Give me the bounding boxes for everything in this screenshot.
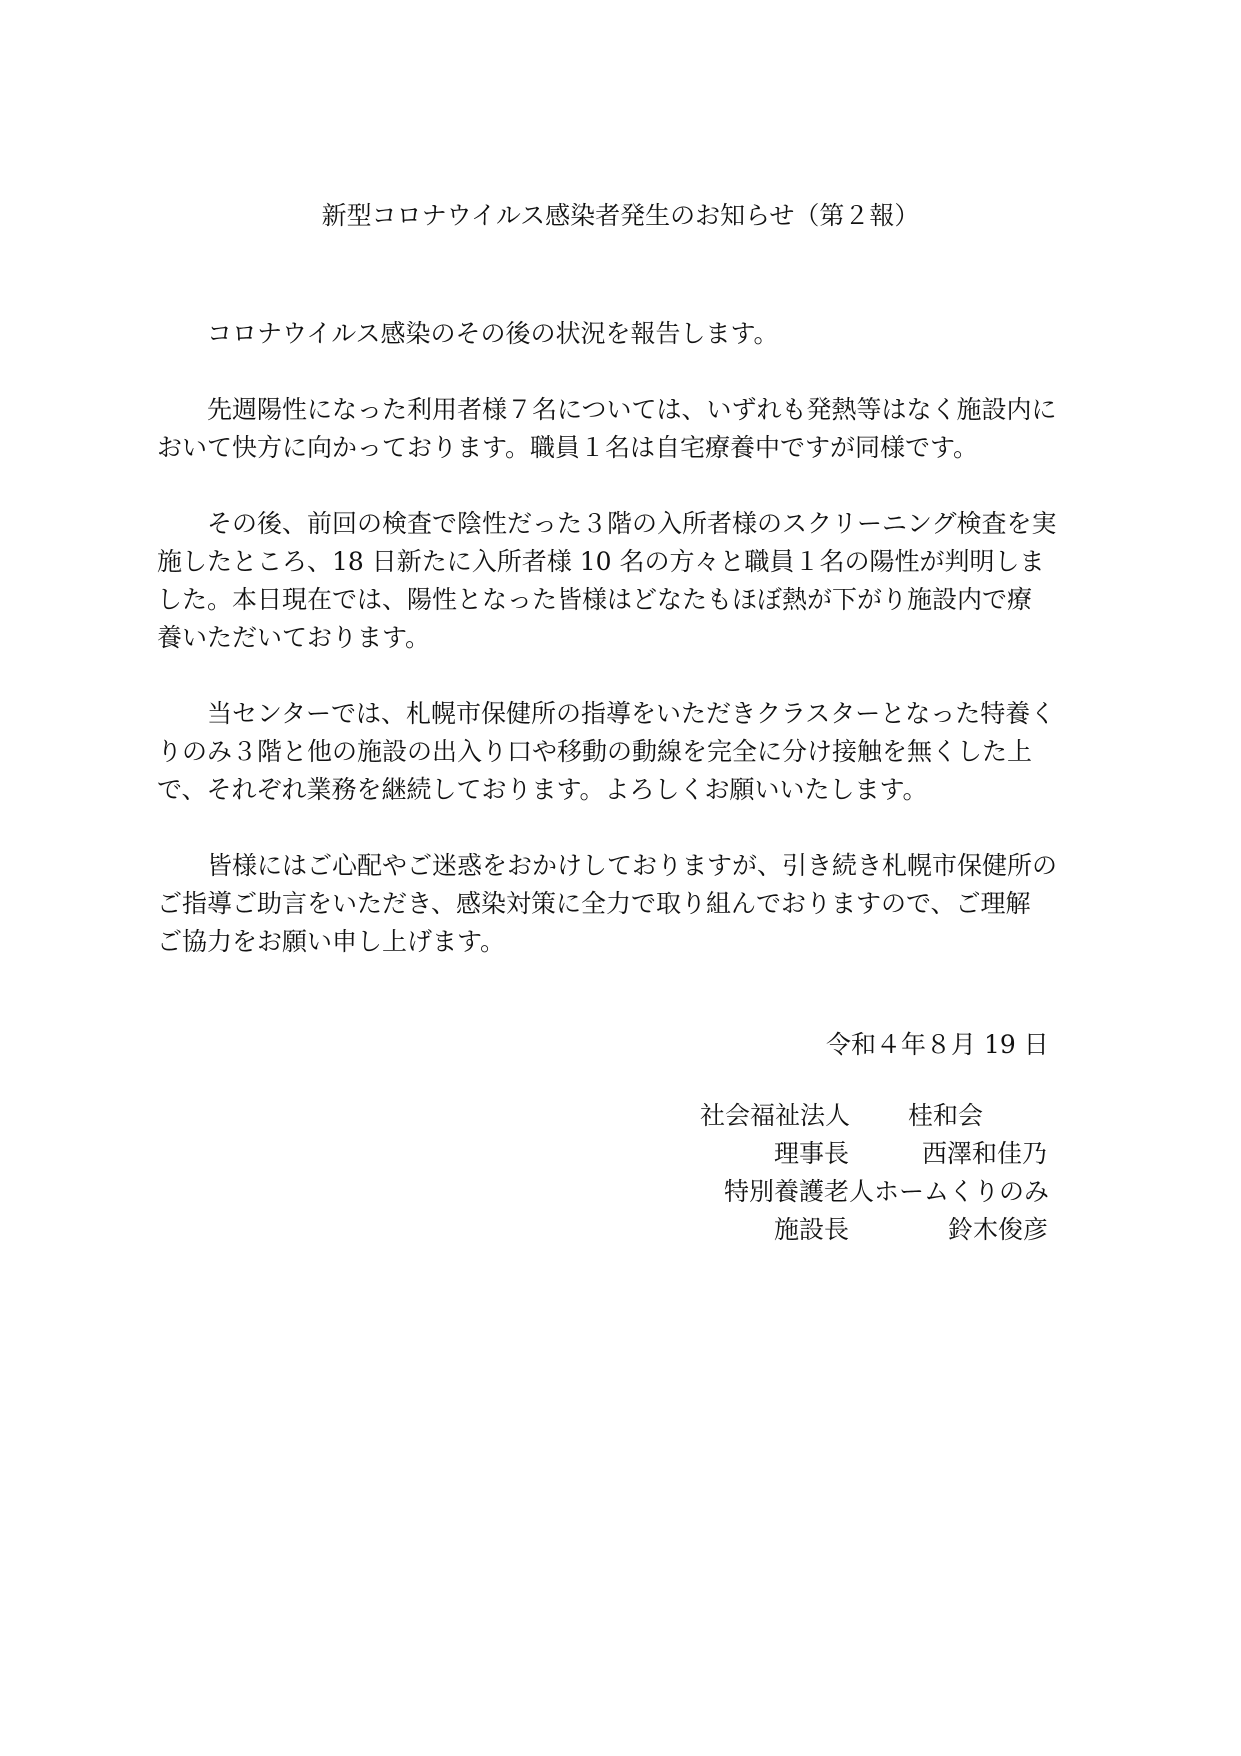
paragraph-line: りのみ３階と他の施設の出入り口や移動の動線を完全に分け接触を無くした上 xyxy=(157,737,1033,766)
paragraph-line: 当センターでは、札幌市保健所の指導をいただきクラスターとなった特養く xyxy=(207,699,1056,728)
paragraph-1 xyxy=(182,315,1059,353)
paragraph-5 xyxy=(157,847,1059,961)
paragraph-line: ご指導ご助言をいただき、感染対策に全力で取り組んでおりますので、ご理解 xyxy=(157,889,1031,918)
signature-name-chairman: 西澤和佳乃 xyxy=(922,1139,1048,1168)
paragraph-line: 皆様にはご心配やご迷惑をおかけしておりますが、引き続き札幌市保健所の xyxy=(207,851,1058,880)
paragraph-2 xyxy=(157,391,1059,467)
signature-role-chairman: 理事長 xyxy=(774,1139,850,1168)
signature-facility: 特別養護老人ホームくりのみ xyxy=(724,1177,1050,1206)
paragraph-line: ご協力をお願い申し上げます。 xyxy=(157,927,506,956)
signature-role-director: 施設長 xyxy=(774,1215,850,1244)
paragraph-line: 施したところ、18 日新たに入所者様 10 名の方々と職員１名の陽性が判明しま xyxy=(157,547,1045,576)
paragraph-line: 養いただいております。 xyxy=(157,623,431,652)
signature-organization-name: 桂和会 xyxy=(908,1101,984,1130)
signature-organization: 社会福祉法人 xyxy=(700,1101,851,1130)
paragraph-line: おいて快方に向かっております。職員１名は自宅療養中ですが同様です。 xyxy=(157,433,979,462)
paragraph-3 xyxy=(157,505,1059,657)
paragraph-line: 先週陽性になった利用者様７名については、いずれも発熱等はなく施設内に xyxy=(207,395,1057,424)
document-date: 令和４年８月 19 日 xyxy=(826,1030,1049,1059)
document-title: 新型コロナウイルス感染者発生のお知らせ（第２報） xyxy=(321,201,920,230)
paragraph-line: コロナウイルス感染のその後の状況を報告します。 xyxy=(207,319,779,348)
signature-name-director: 鈴木俊彦 xyxy=(948,1215,1049,1244)
paragraph-line: した。本日現在では、陽性となった皆様はどなたもほぼ熱が下がり施設内で療 xyxy=(157,585,1033,614)
paragraph-line: で、それぞれ業務を継続しております。よろしくお願いいたします。 xyxy=(157,775,928,804)
paragraph-line: その後、前回の検査で陰性だった３階の入所者様のスクリーニング検査を実 xyxy=(207,509,1057,538)
document-body xyxy=(157,315,1059,999)
paragraph-4 xyxy=(157,695,1059,809)
